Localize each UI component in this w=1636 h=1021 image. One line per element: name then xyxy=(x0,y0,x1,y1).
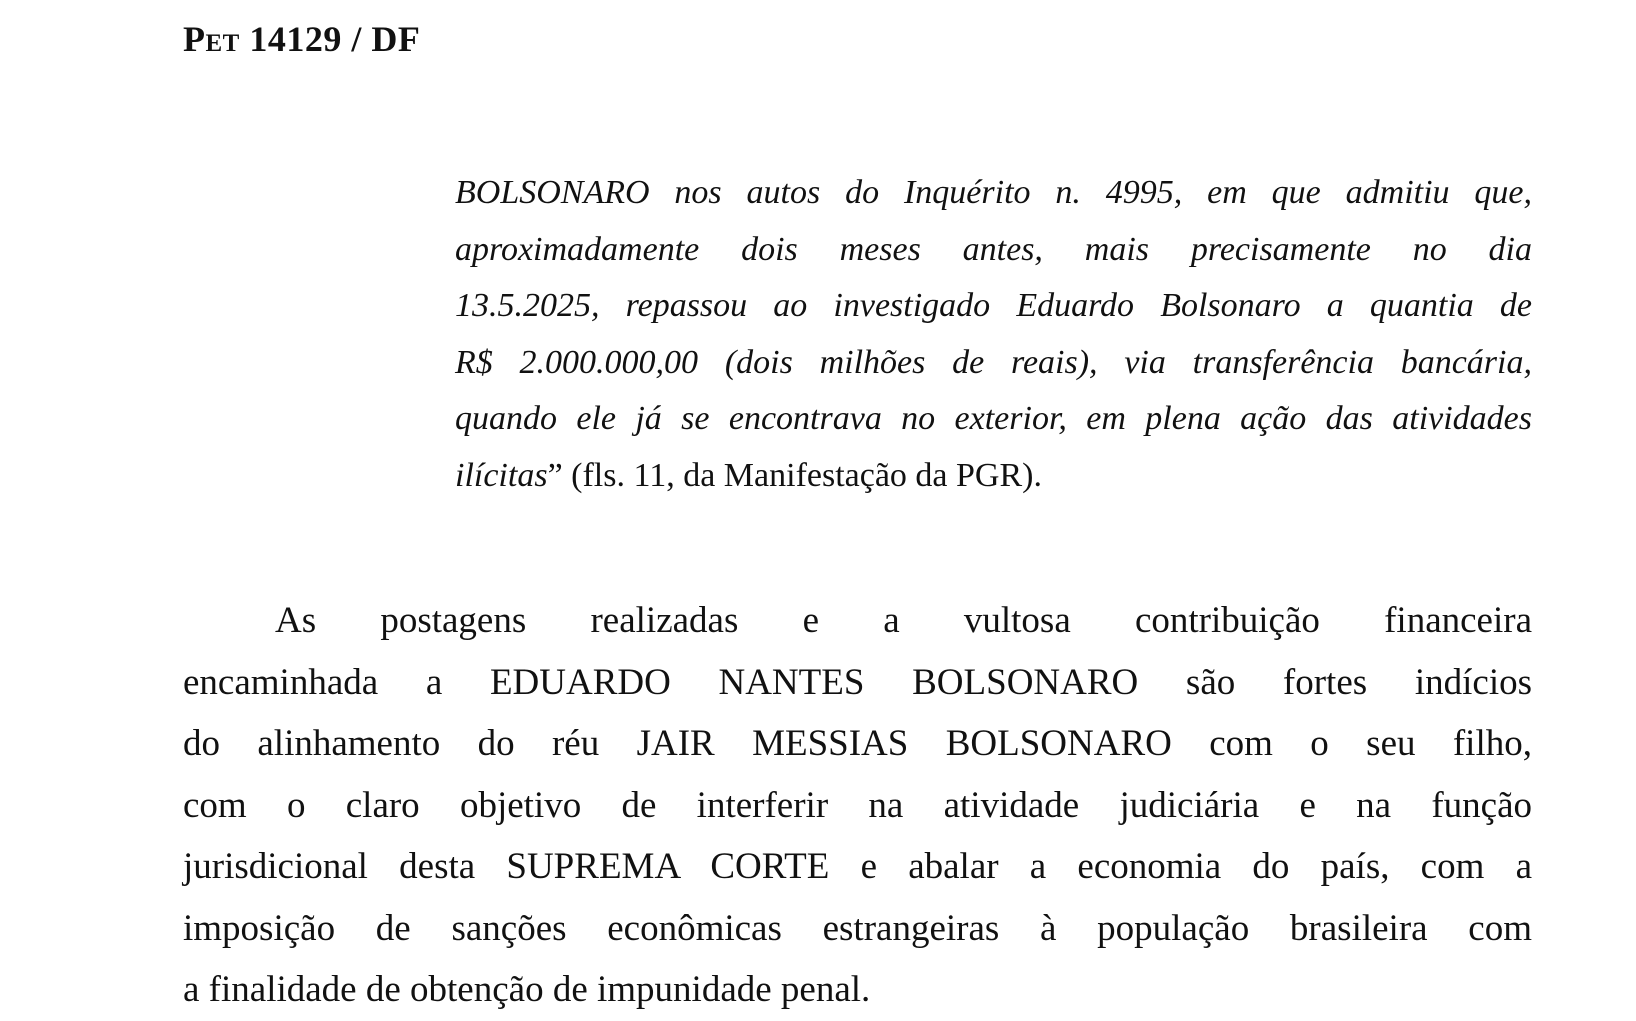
quote-line: quando ele já se encontrava no exterior, em plena ação das atividades xyxy=(455,400,1532,437)
quote-line: BOLSONARO nos autos do Inquérito n. 4995, em que admitiu que, xyxy=(455,174,1532,211)
paragraph-line: jurisdicional desta SUPREMA CORTE e abalar a economia do país, com a xyxy=(183,846,1532,887)
case-header xyxy=(183,18,420,60)
quote-italic-ending: ilícitas xyxy=(455,456,548,494)
paragraph-line: encaminhada a EDUARDO NANTES BOLSONARO são fortes indícios xyxy=(183,661,1532,703)
quoted-block xyxy=(455,165,1532,504)
paragraph-line: com o claro objetivo de interferir na atividade judiciária e na função xyxy=(183,784,1532,826)
quote-citation: ” (fls. 11, da Manifestação da PGR). xyxy=(547,456,1042,494)
quote-last-line xyxy=(455,448,1532,505)
case-type: Pet xyxy=(183,19,240,59)
paragraph-line: As postagens realizadas e a vultosa contribuição financeira xyxy=(275,600,1532,641)
paragraph-line: do alinhamento do réu JAIR MESSIAS BOLSONARO com o seu filho, xyxy=(183,723,1532,764)
paragraph-line: imposição de sanções econômicas estrangeiras à população brasileira com xyxy=(183,907,1532,949)
paragraph-line: a finalidade de obtenção de impunidade penal. xyxy=(183,969,871,1010)
quote-line: R$ 2.000.000,00 (dois milhões de reais), via transferência bancária, xyxy=(455,343,1532,381)
case-number: 14129 / DF xyxy=(249,19,421,59)
quote-line: aproximadamente dois meses antes, mais precisamente no dia xyxy=(455,230,1532,268)
body-paragraph xyxy=(183,590,1532,1021)
quote-line: 13.5.2025, repassou ao investigado Eduardo Bolsonaro a quantia de xyxy=(455,287,1532,324)
